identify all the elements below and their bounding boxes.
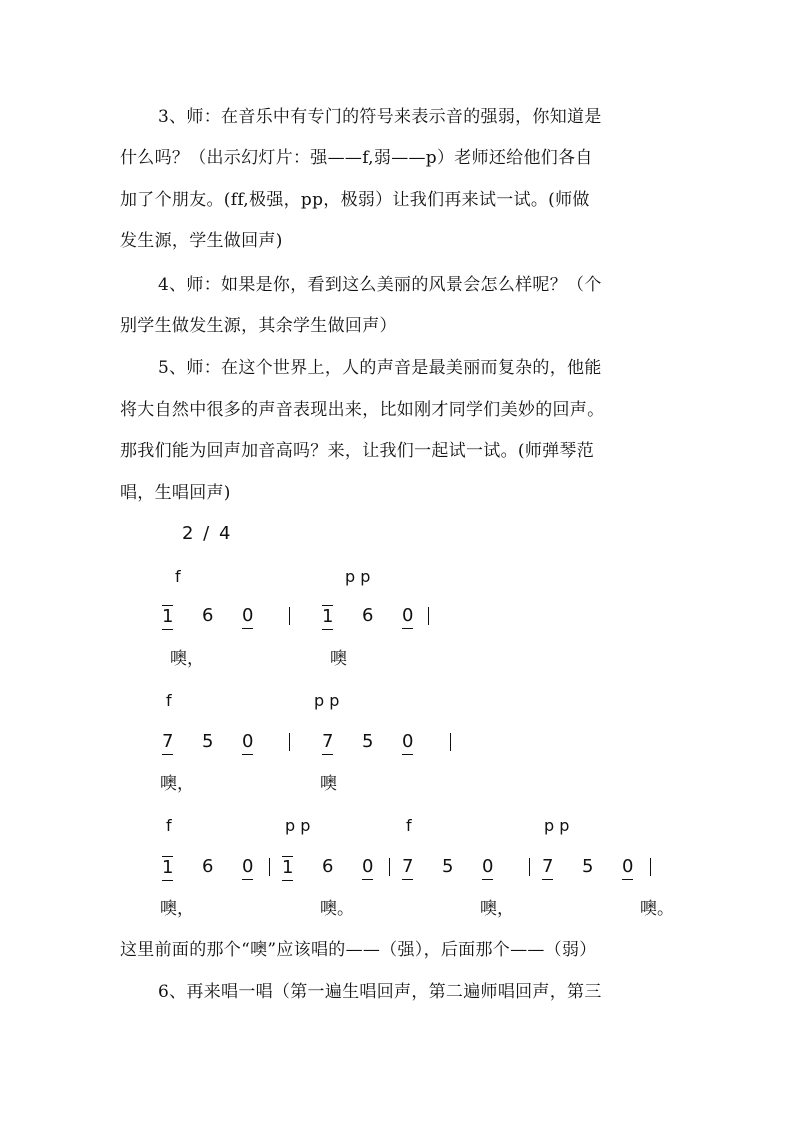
lyric: 噢，: [480, 899, 514, 919]
lyric: 噢，: [170, 649, 204, 669]
note-6: 6: [322, 856, 334, 877]
lyric: 噢。: [640, 899, 674, 919]
dynamic-f: f: [406, 816, 412, 835]
note-0: 0: [242, 605, 253, 629]
note-5: 5: [582, 856, 594, 877]
note-0: 0: [242, 856, 253, 880]
para-3-line-4: 发生源，学生做回声): [120, 231, 283, 251]
note-1: 1: [282, 856, 293, 881]
barline: [269, 858, 270, 876]
para-5-line-2: 将大自然中很多的声音表现出来，比如刚才同学们美妙的回声。: [120, 400, 605, 420]
dynamic-f: f: [175, 567, 181, 586]
para-4-line-2: 别学生做发生源，其余学生做回声）: [120, 316, 397, 336]
dynamic-f: f: [166, 816, 172, 835]
note-1: 1: [162, 856, 173, 881]
barline: [289, 733, 290, 751]
para-5-line-3: 那我们能为回声加音高吗？来，让我们一起试一试。(师弹琴范: [120, 441, 595, 461]
note-7: 7: [322, 731, 333, 755]
note-6: 6: [362, 605, 374, 626]
note-5: 5: [202, 731, 214, 752]
note-0: 0: [482, 856, 493, 880]
note-7: 7: [542, 856, 553, 880]
lyric: 噢，: [160, 899, 194, 919]
barline: [428, 607, 429, 625]
note-5: 5: [362, 731, 374, 752]
note-1: 1: [322, 605, 333, 630]
dynamic-pp: p p: [544, 816, 570, 835]
para-3-line-3: 加了个朋友。(ff,极强，pp，极弱）让我们再来试一试。(师做: [120, 190, 590, 210]
note-0: 0: [242, 731, 253, 755]
time-signature: 2 / 4: [182, 523, 233, 544]
note-1: 1: [162, 605, 173, 630]
dynamic-pp: p p: [345, 567, 371, 586]
barline: [389, 858, 390, 876]
barline: [529, 858, 530, 876]
barline: [450, 733, 451, 751]
note-0: 0: [362, 856, 373, 880]
dynamic-pp: p p: [314, 691, 340, 710]
note-6: 6: [202, 856, 214, 877]
para-after-score: 这里前面的那个“噢”应该唱的——（强），后面那个——（弱）: [120, 940, 597, 960]
para-4-line-1: 4、师：如果是你，看到这么美丽的风景会怎么样呢？（个: [158, 275, 602, 295]
lyric: 噢。: [320, 899, 354, 919]
para-3-line-1: 3、师：在音乐中有专门的符号来表示音的强弱，你知道是: [158, 107, 602, 127]
lyric: 噢: [320, 774, 337, 794]
note-0: 0: [622, 856, 633, 880]
note-5: 5: [442, 856, 454, 877]
dynamic-f: f: [166, 691, 172, 710]
lyric: 噢，: [160, 774, 194, 794]
note-6: 6: [202, 605, 214, 626]
note-7: 7: [162, 731, 173, 755]
para-5-line-1: 5、师：在这个世界上，人的声音是最美丽而复杂的，他能: [158, 358, 602, 378]
note-7: 7: [402, 856, 413, 880]
note-0: 0: [402, 731, 413, 755]
barline: [289, 607, 290, 625]
para-5-line-4: 唱，生唱回声): [120, 483, 231, 503]
lyric: 噢: [330, 649, 347, 669]
barline: [650, 858, 651, 876]
dynamic-pp: p p: [285, 816, 311, 835]
note-0: 0: [402, 605, 413, 629]
para-3-line-2: 什么吗？（出示幻灯片：强——f,弱——p）老师还给他们各自: [120, 148, 593, 168]
para-6-line-1: 6、再来唱一唱（第一遍生唱回声，第二遍师唱回声，第三: [158, 982, 602, 1002]
